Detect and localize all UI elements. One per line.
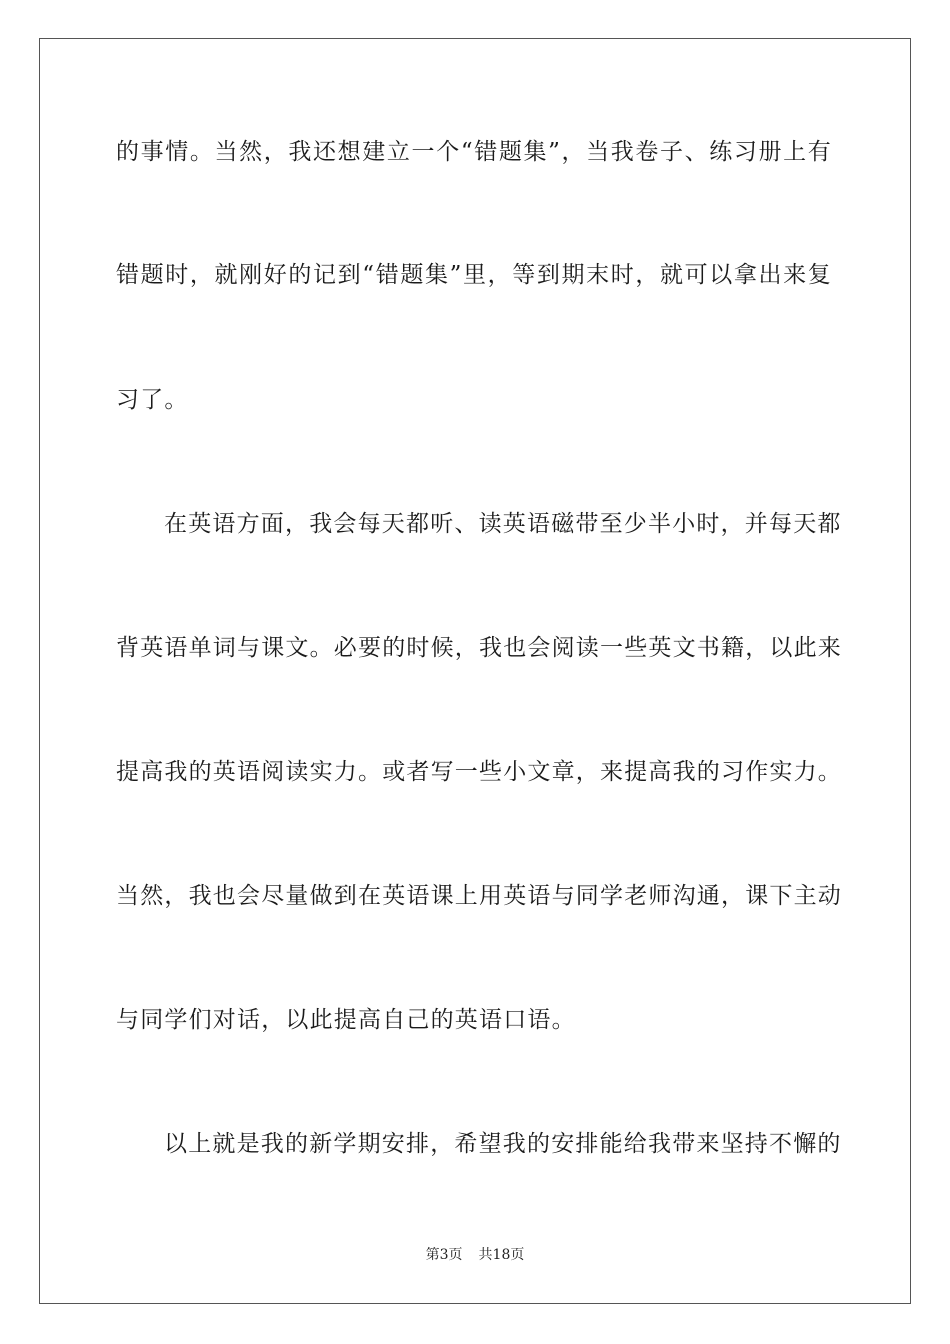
page-frame xyxy=(39,38,911,1304)
page-total: 共18页 xyxy=(478,1247,525,1263)
body-text-line: 错题时，就刚好的记到“错题集”里，等到期末时，就可以拿出来复 xyxy=(116,262,832,288)
body-text-line: 在英语方面，我会每天都听、读英语磁带至少半小时，并每天都 xyxy=(164,511,842,537)
body-text-line: 背英语单词与课文。必要的时候，我也会阅读一些英文书籍，以此来 xyxy=(116,635,842,661)
page-footer xyxy=(0,1246,950,1264)
body-text-line: 以上就是我的新学期安排，希望我的安排能给我带来坚持不懈的 xyxy=(164,1131,842,1157)
page-number: 第3页 xyxy=(425,1247,463,1263)
body-text-line: 提高我的英语阅读实力。或者写一些小文章，来提高我的习作实力。 xyxy=(116,759,842,785)
body-text-line: 的事情。当然，我还想建立一个“错题集”，当我卷子、练习册上有 xyxy=(116,139,832,165)
body-text-line: 习了。 xyxy=(116,387,189,413)
body-text-line: 当然，我也会尽量做到在英语课上用英语与同学老师沟通，课下主动 xyxy=(116,883,842,909)
body-text-line: 与同学们对话，以此提高自己的英语口语。 xyxy=(116,1007,576,1033)
